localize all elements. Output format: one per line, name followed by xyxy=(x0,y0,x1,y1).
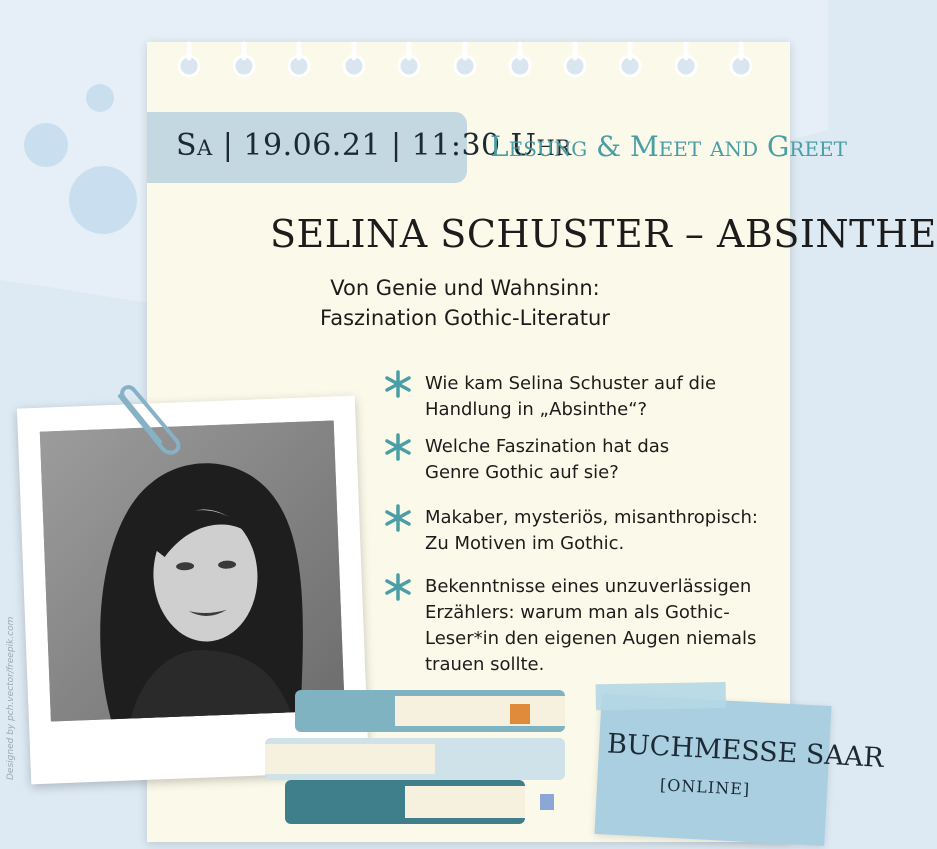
question-line: Makaber, mysteriös, misanthropisch: xyxy=(425,507,758,528)
question-line: Wie kam Selina Schuster auf die xyxy=(425,373,717,394)
spiral-holes xyxy=(0,0,828,100)
buchmesse-badge xyxy=(594,694,885,846)
paperclip-icon xyxy=(100,378,190,468)
question-line: Erzählers: warum man als Gothic- xyxy=(425,602,730,623)
bubble-medium xyxy=(24,123,68,167)
question-line: Leser*in den eigenen Augen niemals xyxy=(425,628,757,649)
question-text xyxy=(425,371,785,423)
question-line: trauen sollte. xyxy=(425,654,545,675)
question-line: Handlung in „Absinthe“? xyxy=(425,399,648,420)
badge-subtitle: [ONLINE] xyxy=(659,775,751,799)
question-line: Zu Motiven im Gothic. xyxy=(425,533,625,554)
question-text xyxy=(425,574,785,678)
question-line: Bekenntnisse eines unzuverlässigen xyxy=(425,576,752,597)
asterisk-icon xyxy=(383,432,413,462)
event-subtitle xyxy=(260,273,670,333)
badge-title: BUCHMESSE SAAR xyxy=(606,728,885,774)
design-credit: Designed by pch.vector/freepik.com xyxy=(6,616,16,780)
asterisk-icon xyxy=(383,572,413,602)
subtitle-line-2: Faszination Gothic-Literatur xyxy=(320,306,610,330)
author-photo xyxy=(40,420,345,721)
book-stack xyxy=(255,690,615,830)
author-portrait xyxy=(40,420,345,721)
question-line: Welche Faszination hat das xyxy=(425,436,670,457)
subtitle-line-1: Von Genie und Wahnsinn: xyxy=(330,276,600,300)
question-text xyxy=(425,434,785,486)
tape-strip xyxy=(596,682,726,710)
asterisk-icon xyxy=(383,503,413,533)
bubble-large xyxy=(69,166,137,234)
event-title: SELINA SCHUSTER – ABSINTHE xyxy=(270,212,937,256)
question-text xyxy=(425,505,785,557)
asterisk-icon xyxy=(383,369,413,399)
event-date: Sa | 19.06.21 | 11:30 Uhr xyxy=(176,128,572,163)
question-line: Genre Gothic auf sie? xyxy=(425,462,619,483)
event-type: Lesung & Meet and Greet xyxy=(490,130,847,163)
